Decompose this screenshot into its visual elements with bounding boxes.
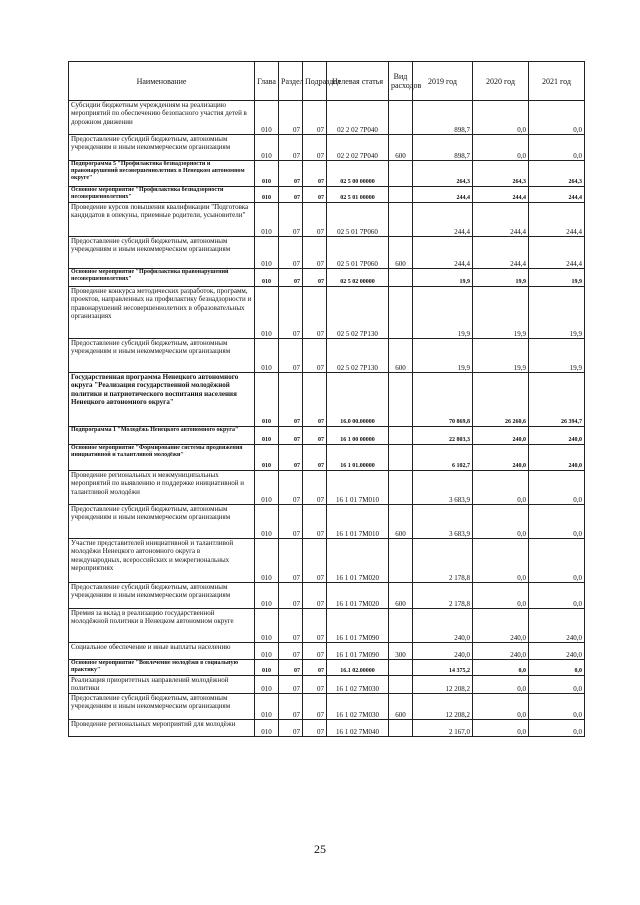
table-row [69, 287, 585, 339]
cell-razdel: 07 [279, 660, 303, 676]
cell-razdel: 07 [279, 583, 303, 609]
cell-y2020: 0,0 [473, 660, 529, 676]
cell-vid: 600 [389, 505, 413, 539]
cell-razdel: 07 [279, 539, 303, 583]
header-podrazdel: Подраздел [303, 62, 327, 101]
cell-y2021: 244,4 [529, 187, 585, 203]
cell-name: Предоставление субсидий бюджетным, автономным учреждениям и иным некоммерческим организациям [69, 237, 255, 269]
table-row [69, 135, 585, 161]
cell-y2020: 240,0 [473, 427, 529, 445]
cell-razdel: 07 [279, 694, 303, 720]
cell-name: Основное мероприятие "Профилактика безнадзорности несовершеннолетних" [69, 187, 255, 203]
cell-vid [389, 203, 413, 237]
cell-name: Государственная программа Ненецкого автономного округа "Реализация государственной молодёжной политики и патриотического воспитания населения Ненецкого автономного округа" [69, 373, 255, 427]
cell-y2020: 0,0 [473, 694, 529, 720]
table-row [69, 676, 585, 694]
cell-glava: 010 [255, 161, 279, 187]
cell-y2020: 19,9 [473, 339, 529, 373]
cell-y2019: 240,0 [413, 643, 473, 660]
cell-target: 16 1 02 7М030 [327, 694, 389, 720]
cell-y2020: 240,0 [473, 609, 529, 643]
table-row [69, 694, 585, 720]
table-header-row [69, 62, 585, 101]
cell-target: 02 5 01 00000 [327, 187, 389, 203]
cell-podrazdel: 07 [303, 643, 327, 660]
cell-target: 02 5 02 7Р130 [327, 287, 389, 339]
cell-vid: 300 [389, 643, 413, 660]
cell-vid [389, 471, 413, 505]
cell-y2020: 0,0 [473, 720, 529, 737]
cell-y2019: 19,9 [413, 287, 473, 339]
cell-y2021: 0,0 [529, 676, 585, 694]
cell-target: 02 2 02 7Р040 [327, 135, 389, 161]
cell-y2019: 244,4 [413, 187, 473, 203]
cell-y2021: 0,0 [529, 694, 585, 720]
cell-y2019: 2 178,8 [413, 583, 473, 609]
cell-y2020: 240,0 [473, 445, 529, 471]
cell-podrazdel: 07 [303, 135, 327, 161]
cell-glava: 010 [255, 339, 279, 373]
table-row [69, 609, 585, 643]
cell-vid [389, 269, 413, 287]
cell-podrazdel: 07 [303, 427, 327, 445]
cell-vid [389, 720, 413, 737]
cell-y2019: 12 208,2 [413, 694, 473, 720]
cell-name: Проведение конкурса методических разработок, программ, проектов, направленных на профилактику безнадзорности и правонарушений несовершеннолетних в образовательных организациях [69, 287, 255, 339]
cell-razdel: 07 [279, 471, 303, 505]
cell-y2020: 0,0 [473, 676, 529, 694]
cell-vid [389, 539, 413, 583]
cell-podrazdel: 07 [303, 339, 327, 373]
cell-name: Участие представителей инициативной и талантливой молодёжи Ненецкого автономного округа в международных, всероссийских и межрегиональных мероприятиях [69, 539, 255, 583]
cell-razdel: 07 [279, 445, 303, 471]
cell-target: 16 1 02 7М040 [327, 720, 389, 737]
cell-glava: 010 [255, 269, 279, 287]
cell-target: 16 1 01 7М020 [327, 583, 389, 609]
cell-glava: 010 [255, 373, 279, 427]
cell-glava: 010 [255, 694, 279, 720]
cell-vid: 600 [389, 135, 413, 161]
cell-vid [389, 445, 413, 471]
cell-y2021: 26 394,7 [529, 373, 585, 427]
cell-razdel: 07 [279, 237, 303, 269]
cell-razdel: 07 [279, 135, 303, 161]
cell-razdel: 07 [279, 187, 303, 203]
cell-glava: 010 [255, 287, 279, 339]
cell-razdel: 07 [279, 373, 303, 427]
cell-podrazdel: 07 [303, 609, 327, 643]
cell-y2019: 22 803,3 [413, 427, 473, 445]
cell-y2019: 6 102,7 [413, 445, 473, 471]
cell-y2021: 244,4 [529, 203, 585, 237]
table-row [69, 373, 585, 427]
cell-y2021: 19,9 [529, 269, 585, 287]
header-2019: 2019 год [413, 62, 473, 101]
budget-table-wrapper [68, 61, 584, 737]
table-row [69, 720, 585, 737]
cell-glava: 010 [255, 643, 279, 660]
cell-razdel: 07 [279, 161, 303, 187]
cell-glava: 010 [255, 676, 279, 694]
cell-glava: 010 [255, 583, 279, 609]
table-row [69, 445, 585, 471]
cell-vid [389, 609, 413, 643]
cell-y2019: 244,4 [413, 203, 473, 237]
cell-y2021: 240,0 [529, 609, 585, 643]
cell-y2021: 264,3 [529, 161, 585, 187]
cell-name: Предоставление субсидий бюджетным, автономным учреждениям и иным некоммерческим организациям [69, 135, 255, 161]
cell-razdel: 07 [279, 287, 303, 339]
cell-podrazdel: 07 [303, 694, 327, 720]
cell-glava: 010 [255, 203, 279, 237]
cell-razdel: 07 [279, 643, 303, 660]
cell-podrazdel: 07 [303, 660, 327, 676]
cell-y2019: 3 683,9 [413, 505, 473, 539]
cell-razdel: 07 [279, 427, 303, 445]
table-row [69, 539, 585, 583]
table-row [69, 187, 585, 203]
header-razdel: Раздел [279, 62, 303, 101]
cell-razdel: 07 [279, 269, 303, 287]
cell-name: Основное мероприятие "Профилактика правонарушений несовершеннолетних" [69, 269, 255, 287]
cell-target: 02 5 02 00000 [327, 269, 389, 287]
cell-razdel: 07 [279, 720, 303, 737]
cell-name: Социальное обеспечение и иные выплаты населению [69, 643, 255, 660]
header-vid: Вид расходов [389, 62, 413, 101]
cell-glava: 010 [255, 237, 279, 269]
header-name: Наименование [69, 62, 255, 101]
cell-name: Предоставление субсидий бюджетным, автономным учреждениям и иным некоммерческим организациям [69, 694, 255, 720]
header-2021: 2021 год [529, 62, 585, 101]
cell-vid [389, 187, 413, 203]
cell-y2020: 0,0 [473, 101, 529, 135]
cell-target: 16 1 01.00000 [327, 445, 389, 471]
cell-y2021: 0,0 [529, 101, 585, 135]
cell-name: Предоставление субсидий бюджетным, автономным учреждениям и иным некоммерческим организациям [69, 583, 255, 609]
cell-y2021: 0,0 [529, 720, 585, 737]
cell-glava: 010 [255, 427, 279, 445]
cell-target: 16 1 00 00000 [327, 427, 389, 445]
cell-y2019: 3 683,9 [413, 471, 473, 505]
cell-glava: 010 [255, 505, 279, 539]
cell-y2021: 19,9 [529, 287, 585, 339]
cell-y2019: 19,9 [413, 339, 473, 373]
cell-name: Основное мероприятие "Формирование системы продвижения инициативной и талантливой молодёжи" [69, 445, 255, 471]
cell-razdel: 07 [279, 203, 303, 237]
cell-vid [389, 427, 413, 445]
cell-podrazdel: 07 [303, 373, 327, 427]
cell-target: 16 1 01 7М090 [327, 643, 389, 660]
cell-podrazdel: 07 [303, 539, 327, 583]
cell-glava: 010 [255, 720, 279, 737]
cell-target: 02 5 01 7Р060 [327, 237, 389, 269]
cell-y2021: 240,0 [529, 445, 585, 471]
cell-y2020: 0,0 [473, 471, 529, 505]
header-target: Целевая статья [327, 62, 389, 101]
table-row [69, 269, 585, 287]
cell-glava: 010 [255, 660, 279, 676]
cell-glava: 010 [255, 101, 279, 135]
cell-y2020: 240,0 [473, 643, 529, 660]
cell-y2019: 19,9 [413, 269, 473, 287]
cell-glava: 010 [255, 471, 279, 505]
cell-y2020: 26 260,6 [473, 373, 529, 427]
cell-name: Подпрограмма 5 "Профилактика безнадзорности и правонарушений несовершеннолетних в Ненецком автономном округе" [69, 161, 255, 187]
cell-vid [389, 101, 413, 135]
cell-razdel: 07 [279, 609, 303, 643]
cell-y2020: 0,0 [473, 583, 529, 609]
cell-podrazdel: 07 [303, 101, 327, 135]
cell-name: Предоставление субсидий бюджетным, автономным учреждениям и иным некоммерческим организациям [69, 505, 255, 539]
cell-y2019: 2 178,8 [413, 539, 473, 583]
cell-y2021: 19,9 [529, 339, 585, 373]
cell-y2019: 2 167,0 [413, 720, 473, 737]
table-row [69, 237, 585, 269]
cell-y2021: 0,0 [529, 660, 585, 676]
cell-name: Премия за вклад в реализацию государственной молодёжной политики в Ненецком автономном округе [69, 609, 255, 643]
cell-name: Реализация приоритетных направлений молодёжной политики [69, 676, 255, 694]
cell-vid [389, 676, 413, 694]
cell-target: 02 5 02 7Р130 [327, 339, 389, 373]
cell-podrazdel: 07 [303, 445, 327, 471]
cell-podrazdel: 07 [303, 203, 327, 237]
cell-vid: 600 [389, 237, 413, 269]
cell-glava: 010 [255, 135, 279, 161]
cell-glava: 010 [255, 539, 279, 583]
cell-y2021: 244,4 [529, 237, 585, 269]
cell-podrazdel: 07 [303, 237, 327, 269]
cell-y2020: 244,4 [473, 187, 529, 203]
cell-glava: 010 [255, 445, 279, 471]
cell-name: Проведение курсов повышения квалификации "Подготовка кандидатов в опекуны, приемные родители, усыновители" [69, 203, 255, 237]
cell-y2020: 19,9 [473, 287, 529, 339]
table-row [69, 643, 585, 660]
cell-y2020: 19,9 [473, 269, 529, 287]
cell-vid [389, 287, 413, 339]
cell-y2021: 240,0 [529, 427, 585, 445]
cell-glava: 010 [255, 187, 279, 203]
cell-y2020: 264,3 [473, 161, 529, 187]
table-row [69, 101, 585, 135]
cell-y2020: 0,0 [473, 505, 529, 539]
cell-y2021: 0,0 [529, 135, 585, 161]
cell-podrazdel: 07 [303, 187, 327, 203]
cell-vid [389, 373, 413, 427]
table-row [69, 583, 585, 609]
cell-target: 16.0 00.00000 [327, 373, 389, 427]
table-row [69, 660, 585, 676]
cell-razdel: 07 [279, 505, 303, 539]
cell-razdel: 07 [279, 101, 303, 135]
table-row [69, 471, 585, 505]
cell-vid [389, 660, 413, 676]
cell-y2019: 264,3 [413, 161, 473, 187]
table-row [69, 427, 585, 445]
table-row [69, 161, 585, 187]
header-2020: 2020 год [473, 62, 529, 101]
cell-target: 16 1 01 7М090 [327, 609, 389, 643]
cell-vid [389, 161, 413, 187]
table-row [69, 505, 585, 539]
cell-target: 16 1 02 7М030 [327, 676, 389, 694]
cell-name: Основное мероприятие "Вовлечение молодёжи в социальную практику" [69, 660, 255, 676]
cell-podrazdel: 07 [303, 583, 327, 609]
cell-target: 02 2 02 7Р040 [327, 101, 389, 135]
cell-y2020: 244,4 [473, 203, 529, 237]
cell-target: 16.1 02.00000 [327, 660, 389, 676]
cell-target: 02 5 00 00000 [327, 161, 389, 187]
cell-razdel: 07 [279, 676, 303, 694]
cell-y2021: 0,0 [529, 471, 585, 505]
cell-target: 16 1 01 7М020 [327, 539, 389, 583]
cell-y2019: 240,0 [413, 609, 473, 643]
cell-name: Подпрограмма 1 "Молодёжь Ненецкого автономного округа" [69, 427, 255, 445]
cell-name: Субсидии бюджетным учреждениям на реализацию мероприятий по обеспечению безопасного участия детей в дорожном движении [69, 101, 255, 135]
cell-target: 02 5 01 7Р060 [327, 203, 389, 237]
cell-y2019: 898,7 [413, 135, 473, 161]
cell-y2021: 240,0 [529, 643, 585, 660]
cell-target: 16 1 01 7М010 [327, 505, 389, 539]
cell-name: Предоставление субсидий бюджетным, автономным учреждениям и иным некоммерческим организациям [69, 339, 255, 373]
header-glava: Глава [255, 62, 279, 101]
cell-y2019: 70 869,8 [413, 373, 473, 427]
cell-podrazdel: 07 [303, 471, 327, 505]
cell-y2021: 0,0 [529, 505, 585, 539]
budget-table [68, 61, 585, 737]
table-row [69, 339, 585, 373]
cell-y2020: 0,0 [473, 135, 529, 161]
table-row [69, 203, 585, 237]
cell-y2020: 244,4 [473, 237, 529, 269]
cell-glava: 010 [255, 609, 279, 643]
cell-razdel: 07 [279, 339, 303, 373]
cell-vid: 600 [389, 339, 413, 373]
cell-podrazdel: 07 [303, 161, 327, 187]
cell-y2019: 12 208,2 [413, 676, 473, 694]
cell-podrazdel: 07 [303, 269, 327, 287]
cell-podrazdel: 07 [303, 720, 327, 737]
cell-y2019: 244,4 [413, 237, 473, 269]
cell-vid: 600 [389, 694, 413, 720]
cell-y2020: 0,0 [473, 539, 529, 583]
cell-vid: 600 [389, 583, 413, 609]
cell-target: 16 1 01 7М010 [327, 471, 389, 505]
cell-podrazdel: 07 [303, 287, 327, 339]
cell-y2019: 14 375,2 [413, 660, 473, 676]
page-number: 25 [314, 842, 326, 856]
cell-y2021: 0,0 [529, 539, 585, 583]
cell-name: Проведение региональных и межмуниципальных мероприятий по выявлению и поддержке инициативной и талантливой молодёжи [69, 471, 255, 505]
cell-name: Проведение региональных мероприятий для молодёжи [69, 720, 255, 737]
cell-podrazdel: 07 [303, 676, 327, 694]
cell-y2019: 898,7 [413, 101, 473, 135]
cell-y2021: 0,0 [529, 583, 585, 609]
cell-podrazdel: 07 [303, 505, 327, 539]
